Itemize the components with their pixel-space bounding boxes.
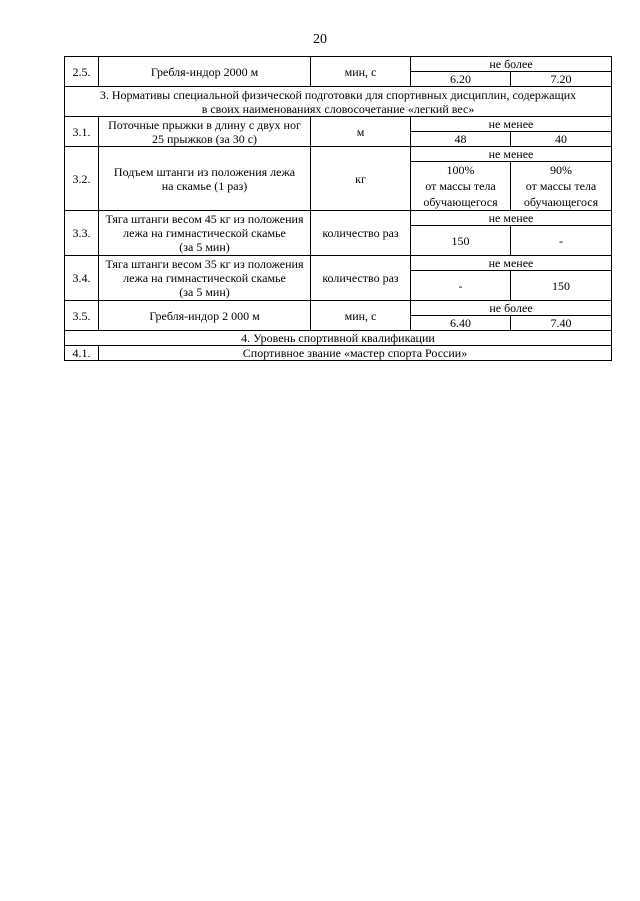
row-number: 3.3. (65, 211, 99, 256)
exercise-name: Гребля-индор 2 000 м (99, 301, 311, 331)
value-cell: - (411, 271, 511, 301)
exercise-name-line: Тяга штанги весом 45 кг из положения (105, 212, 304, 226)
qualifier-cell: не менее (411, 211, 612, 226)
unit-cell: количество раз (311, 256, 411, 301)
row-number: 2.5. (65, 57, 99, 87)
exercise-name (99, 117, 311, 147)
value-cell: 7.40 (511, 316, 612, 331)
value-cell: 6.40 (411, 316, 511, 331)
qualification-name: Спортивное звание «мастер спорта России» (99, 346, 612, 361)
section-title-line: 3. Нормативы специальной физической подготовки для спортивных дисциплин, содержащих (99, 87, 577, 102)
value-cell: 6.20 (411, 72, 511, 87)
value-line: обучающегося (423, 195, 498, 209)
exercise-name-line: Поточные прыжки в длину с двух ног (108, 117, 301, 132)
value-cell: 48 (411, 132, 511, 147)
unit-cell: мин, с (311, 301, 411, 331)
qualifier-cell: не менее (411, 117, 612, 132)
table-row (65, 117, 612, 132)
row-number: 4.1. (65, 346, 99, 361)
exercise-name-line: (за 5 мин) (179, 285, 230, 299)
row-number: 3.4. (65, 256, 99, 301)
row-number: 3.1. (65, 117, 99, 147)
value-cell: 7.20 (511, 72, 612, 87)
exercise-name-line: лежа на гимнастической скамье (123, 271, 286, 285)
exercise-name (99, 256, 311, 301)
value-cell: 150 (411, 226, 511, 256)
exercise-name-line: Тяга штанги весом 35 кг из положения (105, 257, 304, 271)
exercise-name-line: Подъем штанги из положения лежа (113, 164, 296, 179)
section-header-row (65, 331, 612, 346)
exercise-name (99, 147, 311, 211)
qualifier-cell: не более (411, 57, 612, 72)
unit-cell: мин, с (311, 57, 411, 87)
unit-cell: м (311, 117, 411, 147)
value-cell: 40 (511, 132, 612, 147)
table-row (65, 346, 612, 361)
qualifier-cell: не менее (411, 147, 612, 162)
table-row (65, 301, 612, 316)
exercise-name-line: 25 прыжков (за 30 с) (151, 131, 258, 146)
table-row (65, 211, 612, 226)
value-line: от массы тела (525, 179, 597, 193)
value-cell: - (511, 226, 612, 256)
qualifier-cell: не менее (411, 256, 612, 271)
value-line: обучающегося (523, 195, 599, 209)
exercise-name-line: лежа на гимнастической скамье (123, 226, 286, 240)
exercise-name-line: на скамье (1 раз) (161, 178, 248, 193)
page-number: 20 (313, 32, 327, 47)
value-line: 90% (550, 163, 572, 177)
exercise-name: Гребля-индор 2000 м (99, 57, 311, 87)
value-cell (411, 162, 511, 211)
unit-cell: количество раз (311, 211, 411, 256)
norms-table (64, 56, 612, 361)
unit-cell: кг (311, 147, 411, 211)
value-line: 100% (446, 163, 475, 177)
qualifier-cell: не более (411, 301, 612, 316)
section-title (65, 87, 612, 117)
table-row (65, 57, 612, 72)
exercise-name-line: (за 5 мин) (179, 240, 230, 254)
value-line: от массы тела (425, 179, 496, 193)
section-title: 4. Уровень спортивной квалификации (65, 331, 612, 346)
table-row (65, 147, 612, 162)
exercise-name (99, 211, 311, 256)
value-cell (511, 162, 612, 211)
section-title-line: в своих наименованиях словосочетание «легкий вес» (201, 101, 475, 116)
table-row (65, 256, 612, 271)
value-cell: 150 (511, 271, 612, 301)
section-header-row (65, 87, 612, 117)
row-number: 3.2. (65, 147, 99, 211)
row-number: 3.5. (65, 301, 99, 331)
